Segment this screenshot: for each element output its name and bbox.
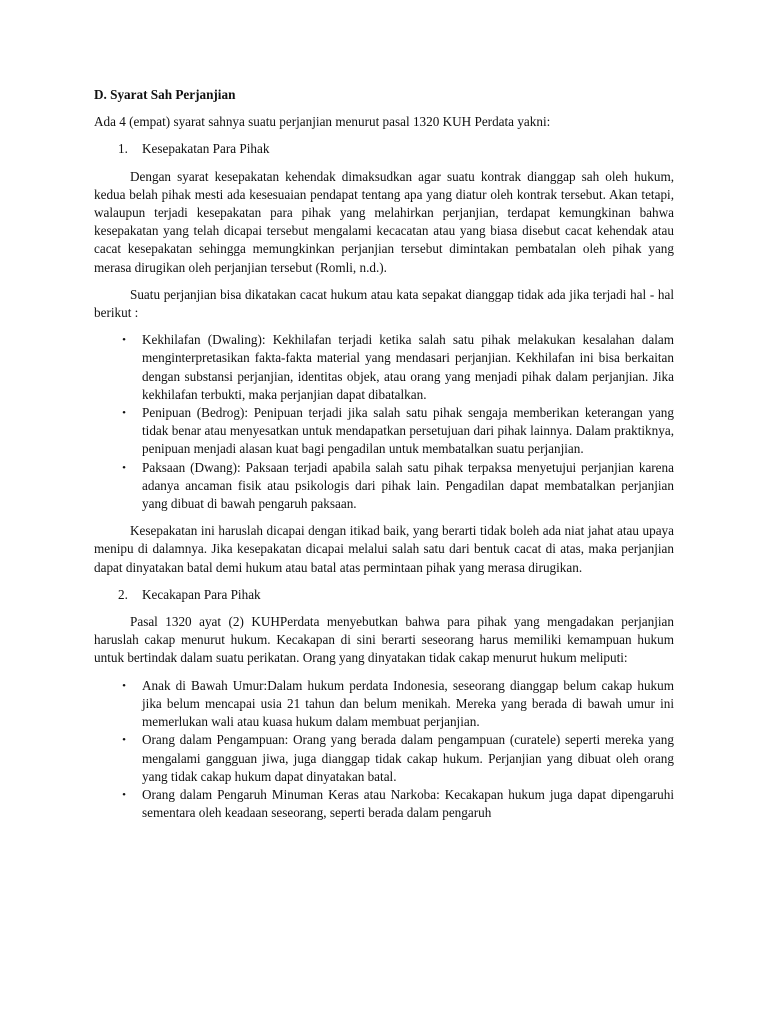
numbered-item-2 bbox=[94, 586, 674, 604]
list-item-text: Penipuan (Bedrog): Penipuan terjadi jika salah satu pihak sengaja memberikan keterangan yang tidak benar atau menyesatkan untuk mendapatkan persetujuan dari pihak lainnya. Dalam praktiknya, penipuan menjadi alasan kuat bagi pengadilan untuk membatalkan suatu perjanjian. bbox=[142, 405, 674, 457]
list-item bbox=[94, 786, 674, 822]
list-item bbox=[94, 459, 674, 514]
list-item-text: Anak di Bawah Umur:Dalam hukum perdata Indonesia, seseorang dianggap belum cakap hukum jika belum mencapai usia 21 tahun dan belum menikah. Mereka yang berada di bawah umur ini memerlukan wali atau kuasa hukum dalam membuat perjanjian. bbox=[142, 677, 674, 730]
list-item bbox=[94, 677, 674, 732]
item-number: 2. bbox=[118, 586, 128, 602]
bullet-icon: • bbox=[122, 334, 126, 347]
body-paragraph-2: Suatu perjanjian bisa dikatakan cacat hukum atau kata sepakat dianggap tidak ada jika terjadi hal - hal berikut : bbox=[94, 286, 674, 321]
list-item bbox=[94, 731, 674, 786]
item-label: Kecakapan Para Pihak bbox=[142, 586, 261, 602]
list-item bbox=[94, 331, 674, 404]
intro-paragraph: Ada 4 (empat) syarat sahnya suatu perjanjian menurut pasal 1320 KUH Perdata yakni: bbox=[94, 114, 551, 130]
list-item-text: Paksaan (Dwang): Paksaan terjadi apabila salah satu pihak terpaksa menyetujui perjanjian karena adanya ancaman fisik atau psikologis dari pihak lain. Pengadilan dapat membatalkan perjanjian yang dibuat di bawah pengaruh paksaan. bbox=[142, 459, 674, 512]
bullet-icon: • bbox=[122, 679, 126, 692]
body-paragraph-4: Pasal 1320 ayat (2) KUHPerdata menyebutkan bahwa para pihak yang mengadakan perjanjian haruslah cakap menurut hukum. Kecakapan di sini berarti seseorang harus memiliki kemampuan hukum untuk bertindak dalam suatu perikatan. Orang yang dinyatakan tidak cakap menurut hukum meliputi: bbox=[94, 614, 674, 666]
item-number: 1. bbox=[118, 141, 128, 157]
item-label: Kesepakatan Para Pihak bbox=[142, 141, 270, 157]
bullet-icon: • bbox=[122, 407, 126, 420]
list-item-text: Kekhilafan (Dwaling): Kekhilafan terjadi ketika salah satu pihak melakukan kesalahan dalam menginterpretasikan fakta-fakta material yang mendasari perjanjian. Kekhilafan ini bisa berkaitan dengan substansi perjanjian, identitas objek, atau orang yang menjadi pihak dalam perjanjian. Jika kekhilafan terbukti, maka perjanjian dapat dibatalkan. bbox=[142, 332, 674, 402]
body-paragraph-3: Kesepakatan ini haruslah dicapai dengan itikad baik, yang berarti tidak boleh ada niat jahat atau upaya menipu di dalamnya. Jika kesepakatan dicapai melalui salah satu dari bentuk cacat di atas, maka perjanjian dapat dinyatakan batal demi hukum atau batal atas permintaan pihak yang merasa dirugikan. bbox=[94, 523, 674, 575]
body-paragraph-1: Dengan syarat kesepakatan kehendak dimaksudkan agar suatu kontrak dianggap sah oleh hukum, kedua belah pihak mesti ada kesesuaian pendapat tentang apa yang diatur oleh kontrak tersebut. Akan tetapi, walaupun terjadi kesepakatan para pihak yang melahirkan perjanjian, terdapat kemungkinan bahwa kesepakatan yang telah dicapai tersebut mengalami kecacatan atau yang biasa disebut cacat kehendak atau cacat kesepakatan sehingga memungkinkan perjanjian tersebut dimintakan pembatalan oleh pihak yang merasa dirugikan oleh perjanjian tersebut (Romli, n.d.). bbox=[94, 168, 674, 275]
list-item-text: Orang dalam Pengampuan: Orang yang berada dalam pengampuan (curatele) seperti mereka yang mengalami gangguan jiwa, juga dianggap tidak cakap hukum. Perjanjian yang dibuat oleh orang yang tidak cakap hukum dapat dinyatakan batal. bbox=[142, 732, 674, 784]
list-item bbox=[94, 404, 674, 459]
list-item-text: Orang dalam Pengaruh Minuman Keras atau Narkoba: Kecakapan hukum juga dapat dipengaruhi sementara oleh keadaan seseorang, seperti berada dalam pengaruh bbox=[142, 786, 674, 821]
section-heading: D. Syarat Sah Perjanjian bbox=[94, 87, 236, 102]
bullet-icon: • bbox=[122, 788, 126, 801]
bullet-list-2 bbox=[94, 677, 674, 823]
bullet-icon: • bbox=[122, 734, 126, 747]
bullet-list-1 bbox=[94, 331, 674, 513]
bullet-icon: • bbox=[122, 461, 126, 474]
numbered-item-1 bbox=[94, 140, 674, 158]
